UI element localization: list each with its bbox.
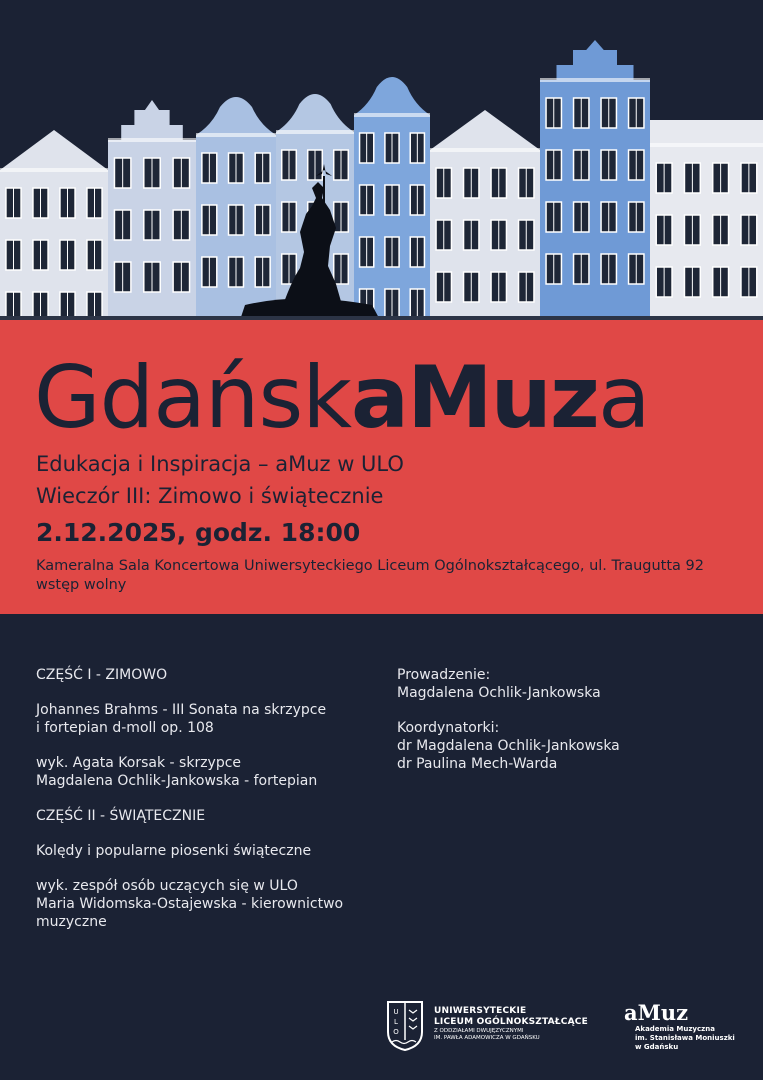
hero-image-gdansk-facades: [0, 0, 763, 320]
ulo-line-1: UNIWERSYTECKIE: [434, 1006, 527, 1016]
ulo-name: [434, 1006, 588, 1042]
svg-text:O: O: [393, 1028, 399, 1036]
amuz-logo: aMuz: [624, 1000, 689, 1025]
part1-heading: CZĘŚĆ I - ZIMOWO: [36, 667, 168, 683]
svg-text:U: U: [393, 1008, 399, 1016]
part2-performer-3: muzyczne: [36, 914, 107, 930]
amuz-line-3: w Gdańsku: [635, 1043, 679, 1051]
part2-performers-block: [36, 877, 366, 931]
footer-logos: [0, 1000, 763, 1060]
ulo-line-4: IM. PAWŁA ADAMOWICZA W GDAŃSKU: [434, 1035, 540, 1041]
event-banner: [0, 320, 763, 614]
townhouses-illustration: [0, 0, 763, 320]
part2-performer-2: Maria Widomska-Ostajewska - kierownictwo: [36, 896, 344, 912]
part1-performers-block: [36, 754, 366, 790]
amuz-name: [635, 1025, 735, 1052]
part1-performer-1: wyk. Agata Korsak - skrzypce: [36, 755, 242, 771]
part2-heading-block: [36, 807, 366, 825]
svg-text:L: L: [394, 1018, 398, 1026]
part1-heading-block: [36, 666, 366, 684]
amuz-line-1: Akademia Muzyczna: [635, 1025, 715, 1033]
part2-performer-1: wyk. zespół osób uczących się w ULO: [36, 878, 298, 894]
event-datetime: 2.12.2025, godz. 18:00: [36, 518, 361, 547]
host-name: Magdalena Ochlik-Jankowska: [397, 685, 601, 701]
event-entry: wstęp wolny: [36, 577, 127, 593]
part2-piece: Kolędy i popularne piosenki świąteczne: [36, 843, 312, 859]
ulo-line-3: Z ODDZIAŁAMI DWUJĘZYCZNYMI: [434, 1028, 524, 1034]
host-label: Prowadzenie:: [397, 667, 491, 683]
program-column: [36, 666, 366, 948]
amuz-line-2: im. Stanisława Moniuszki: [635, 1034, 735, 1042]
coordinator-1: dr Magdalena Ochlik-Jankowska: [397, 738, 620, 754]
event-title: GdańskaMuza: [34, 348, 650, 448]
part2-piece-block: [36, 842, 366, 860]
part1-piece-block: [36, 701, 366, 737]
coordinators-label: Koordynatorki:: [397, 720, 500, 736]
host-block: [397, 666, 727, 702]
ulo-shield-icon: [386, 1000, 424, 1052]
organizers-column: [397, 666, 727, 790]
part1-performer-2: Magdalena Ochlik-Jankowska - fortepian: [36, 773, 318, 789]
ulo-line-2: LICEUM OGÓLNOKSZTAŁCĄCE: [434, 1017, 588, 1027]
part1-piece-line-2: i fortepian d-moll op. 108: [36, 720, 214, 736]
coordinators-block: [397, 719, 727, 773]
event-subtitle-1: Edukacja i Inspiracja – aMuz w ULO: [36, 452, 404, 476]
part1-piece-line-1: Johannes Brahms - III Sonata na skrzypce: [36, 702, 327, 718]
part2-heading: CZĘŚĆ II - ŚWIĄTECZNIE: [36, 808, 206, 824]
event-subtitle-2: Wieczór III: Zimowo i świątecznie: [36, 484, 384, 508]
coordinator-2: dr Paulina Mech-Warda: [397, 756, 558, 772]
event-venue: Kameralna Sala Koncertowa Uniwersyteckiego Liceum Ogólnokształcącego, ul. Traugutta 92: [36, 558, 704, 574]
